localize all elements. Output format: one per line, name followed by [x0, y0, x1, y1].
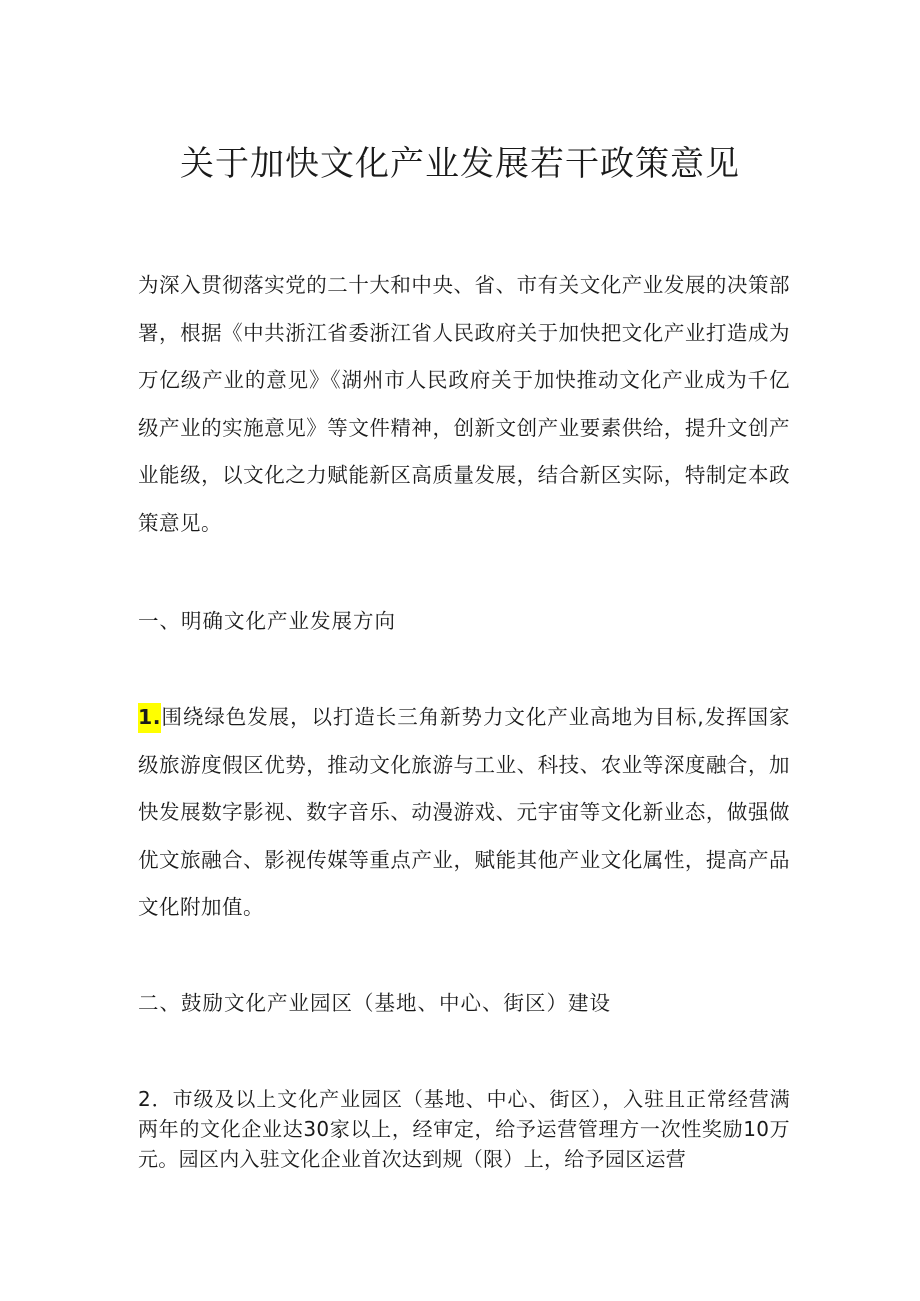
document-title: 关于加快文化产业发展若干政策意见: [180, 144, 740, 184]
intro-paragraph: 为深入贯彻落实党的二十大和中央、省、市有关文化产业发展的决策部署，根据《中共浙江省委浙江省人民政府关于加快把文化产业打造成为万亿级产业的意见》《湖州市人民政府关于加快推动文化产业成为千亿级产业的实施意见》等文件精神，创新文创产业要素供给，提升文创产业能级，以文化之力赋能新区高质量发展，结合新区实际，特制定本政策意见。: [138, 273, 790, 535]
item-2-paragraph: 2．市级及以上文化产业园区（基地、中心、街区），入驻且正常经营满两年的文化企业达30家以上，经审定，给予运营管理方一次性奖励10万元。园区内入驻文化企业首次达到规（限）上，给予园区运营: [138, 1087, 790, 1171]
item-1-number-highlight: 1.: [138, 703, 161, 733]
item-1-paragraph: [138, 694, 790, 932]
section-heading-2: 二、鼓励文化产业园区（基地、中心、街区）建设: [138, 991, 611, 1015]
section-heading-1: 一、明确文化产业发展方向: [138, 609, 396, 633]
item-1-text: 围绕绿色发展，以打造长三角新势力文化产业高地为目标,发挥国家级旅游度假区优势，推动文化旅游与工业、科技、农业等深度融合，加快发展数字影视、数字音乐、动漫游戏、元宇宙等文化新业态，做强做优文旅融合、影视传媒等重点产业，赋能其他产业文化属性，提高产品文化附加值。: [138, 705, 790, 919]
